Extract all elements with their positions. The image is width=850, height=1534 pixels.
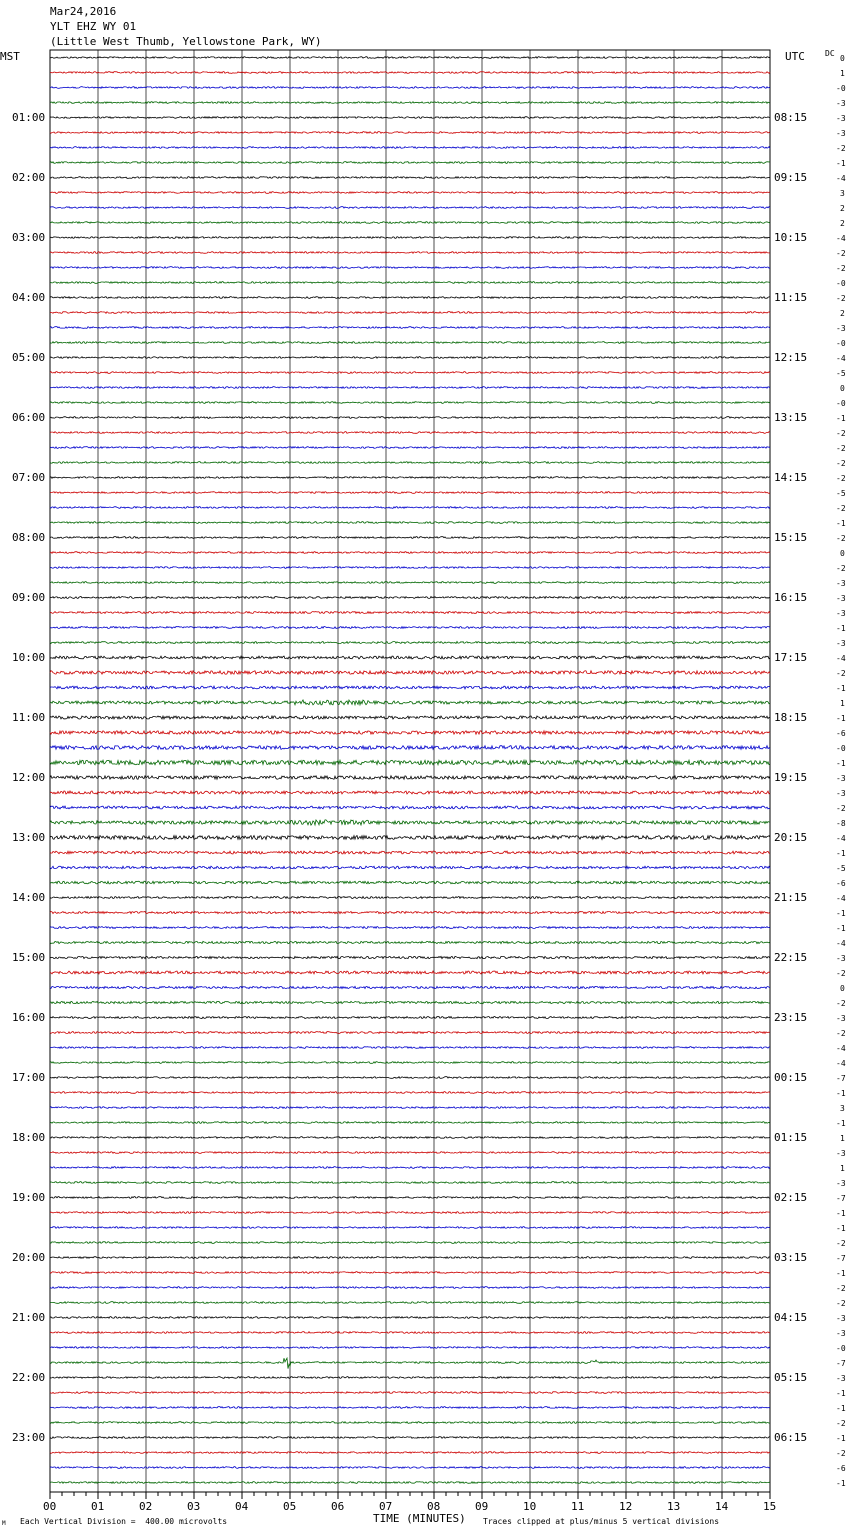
right-hour-label: 22:15 — [774, 950, 808, 964]
dc-offset-label: -1 — [836, 1433, 846, 1443]
x-tick-label: 15 — [763, 1500, 777, 1513]
dc-offset-label: -1 — [836, 623, 846, 633]
x-tick-label: 07 — [379, 1500, 393, 1513]
trace-row — [50, 1107, 770, 1109]
trace-row — [50, 836, 770, 840]
left-hour-label: 01:00 — [12, 110, 46, 124]
dc-offset-label: -1 — [836, 1088, 846, 1098]
dc-offset-label: -2 — [836, 473, 846, 483]
dc-offset-label: -4 — [836, 833, 846, 843]
trace-row — [50, 760, 770, 764]
x-tick-label: 14 — [715, 1500, 729, 1513]
trace-row — [50, 177, 770, 179]
dc-offset-label: -0 — [836, 83, 846, 93]
dc-offset-label: -4 — [836, 893, 846, 903]
trace-row — [50, 1257, 770, 1259]
trace-row — [50, 1347, 770, 1349]
trace-row — [50, 102, 770, 104]
dc-offset-label: -2 — [836, 428, 846, 438]
scale-note: Each Vertical Division = 400.00 microvolts — [20, 1517, 228, 1526]
left-hour-label: 23:00 — [12, 1430, 46, 1444]
x-tick-label: 00 — [43, 1500, 57, 1513]
dc-offset-label: -3 — [836, 1013, 846, 1023]
trace-row — [50, 1358, 770, 1368]
trace-row — [50, 1437, 770, 1439]
trace-row — [50, 1422, 770, 1424]
right-hour-label: 04:15 — [774, 1310, 808, 1324]
trace-row — [50, 971, 770, 974]
trace-row — [50, 1152, 770, 1154]
trace-row — [50, 417, 770, 419]
trace-row — [50, 402, 770, 404]
dc-offset-label: -2 — [836, 263, 846, 273]
trace-row — [50, 162, 770, 164]
trace-row — [50, 372, 770, 374]
trace-row — [50, 477, 770, 479]
x-tick-label: 13 — [667, 1500, 681, 1513]
dc-offset-label: -5 — [836, 863, 846, 873]
dc-offset-label: -2 — [836, 293, 846, 303]
dc-offset-label: 0 — [840, 983, 845, 993]
dc-offset-label: -5 — [836, 488, 846, 498]
trace-group — [50, 57, 770, 1484]
x-tick-label: 02 — [139, 1500, 153, 1513]
trace-row — [50, 357, 770, 359]
trace-row — [50, 612, 770, 614]
dc-offset-label: -1 — [836, 908, 846, 918]
trace-row — [50, 1092, 770, 1094]
dc-offset-label: -3 — [836, 1328, 846, 1338]
trace-row — [50, 851, 770, 854]
dc-offset-label: -2 — [836, 143, 846, 153]
dc-offset-label: -1 — [836, 1403, 846, 1413]
dc-offset-label: -1 — [836, 1208, 846, 1218]
trace-row — [50, 731, 770, 734]
dc-offset-label: -6 — [836, 878, 846, 888]
header-station: YLT EHZ WY 01 — [50, 20, 137, 33]
trace-row — [50, 671, 770, 674]
dc-offset-label: -7 — [836, 1358, 846, 1368]
dc-offset-label: -0 — [836, 743, 846, 753]
dc-offset-label: -3 — [836, 608, 846, 618]
trace-row — [50, 312, 770, 314]
left-hour-label: 05:00 — [12, 350, 46, 364]
dc-offset-label: -3 — [836, 1373, 846, 1383]
dc-offset-label: -1 — [836, 683, 846, 693]
clip-note: Traces clipped at plus/minus 5 vertical divisions — [483, 1517, 720, 1526]
left-hour-label: 22:00 — [12, 1370, 46, 1384]
dc-offset-label: 2 — [840, 203, 845, 213]
left-hour-label: 03:00 — [12, 230, 46, 244]
left-hour-label: 10:00 — [12, 650, 46, 664]
right-hour-label: 09:15 — [774, 170, 808, 184]
dc-offset-label: -1 — [836, 518, 846, 528]
dc-offset-label: -3 — [836, 128, 846, 138]
dc-offset-label: -1 — [836, 1118, 846, 1128]
trace-row — [50, 791, 770, 794]
trace-row — [50, 87, 770, 89]
x-tick-label: 08 — [427, 1500, 441, 1513]
dc-offset-label: -6 — [836, 728, 846, 738]
plot-frame — [50, 50, 770, 1492]
trace-row — [50, 147, 770, 149]
dc-offset-label: -1 — [836, 758, 846, 768]
trace-row — [50, 1227, 770, 1229]
trace-row — [50, 1001, 770, 1003]
trace-row — [50, 567, 770, 569]
dc-offset-label: -7 — [836, 1073, 846, 1083]
right-hour-label: 03:15 — [774, 1250, 808, 1264]
trace-row — [50, 866, 770, 869]
trace-row — [50, 72, 770, 74]
trace-row — [50, 552, 770, 554]
x-tick-label: 03 — [187, 1500, 201, 1513]
left-hour-label: 16:00 — [12, 1010, 46, 1024]
left-hour-label: 09:00 — [12, 590, 46, 604]
trace-row — [50, 462, 770, 464]
trace-row — [50, 327, 770, 329]
left-hour-label: 11:00 — [12, 710, 46, 724]
left-hour-label: 07:00 — [12, 470, 46, 484]
dc-offset-label: -1 — [836, 1223, 846, 1233]
x-tick-label: 04 — [235, 1500, 249, 1513]
dc-offset-label: -2 — [836, 998, 846, 1008]
dc-offset-label: -3 — [836, 1178, 846, 1188]
trace-row — [50, 1047, 770, 1049]
dc-offset-label: -4 — [836, 233, 846, 243]
trace-row — [50, 881, 770, 884]
dc-offset-label: -3 — [836, 1148, 846, 1158]
dc-offset-label: -1 — [836, 923, 846, 933]
dc-offset-label: -5 — [836, 368, 846, 378]
dc-offset-label: -0 — [836, 398, 846, 408]
right-hour-label: 05:15 — [774, 1370, 808, 1384]
trace-row — [50, 1137, 770, 1139]
trace-row — [50, 700, 770, 705]
dc-offset-label: 1 — [840, 698, 845, 708]
trace-row — [50, 582, 770, 584]
trace-row — [50, 927, 770, 929]
trace-row — [50, 820, 770, 825]
left-hour-label: 06:00 — [12, 410, 46, 424]
right-hour-label: 13:15 — [774, 410, 808, 424]
right-hour-label: 06:15 — [774, 1430, 808, 1444]
trace-row — [50, 1332, 770, 1334]
dc-offset-label: -2 — [836, 503, 846, 513]
trace-row — [50, 1482, 770, 1484]
dc-offset-label: 0 — [840, 383, 845, 393]
dc-offset-label: -2 — [836, 443, 846, 453]
dc-offset-label: -6 — [836, 1463, 846, 1473]
trace-row — [50, 1287, 770, 1289]
trace-row — [50, 956, 770, 958]
right-hour-label: 20:15 — [774, 830, 808, 844]
left-hour-label: 08:00 — [12, 530, 46, 544]
trace-row — [50, 1317, 770, 1319]
trace-row — [50, 1467, 770, 1469]
trace-row — [50, 986, 770, 988]
x-tick-label: 01 — [91, 1500, 105, 1513]
trace-row — [50, 297, 770, 299]
dc-offset-label: -2 — [836, 803, 846, 813]
dc-offset-label: -3 — [836, 578, 846, 588]
trace-row — [50, 1407, 770, 1409]
dc-offset-label: -2 — [836, 563, 846, 573]
trace-row — [50, 806, 770, 809]
left-hour-label: 15:00 — [12, 950, 46, 964]
right-hour-label: 01:15 — [774, 1130, 808, 1144]
trace-row — [50, 117, 770, 119]
dc-offset-label: -1 — [836, 1268, 846, 1278]
trace-row — [50, 597, 770, 599]
trace-row — [50, 1032, 770, 1034]
trace-row — [50, 267, 770, 269]
trace-row — [50, 522, 770, 524]
dc-offset-label: -4 — [836, 173, 846, 183]
right-hour-label: 02:15 — [774, 1190, 808, 1204]
dc-offset-label: 3 — [840, 188, 845, 198]
x-tick-label: 11 — [571, 1500, 585, 1513]
trace-row — [50, 492, 770, 494]
trace-row — [50, 656, 770, 659]
trace-row — [50, 132, 770, 134]
trace-row — [50, 447, 770, 449]
trace-row — [50, 911, 770, 913]
right-hour-label: 15:15 — [774, 530, 808, 544]
dc-offset-label: -2 — [836, 1448, 846, 1458]
trace-row — [50, 192, 770, 194]
left-hour-label: 12:00 — [12, 770, 46, 784]
left-hour-label: 14:00 — [12, 890, 46, 904]
dc-offset-label: -1 — [836, 1478, 846, 1488]
dc-offset-label: 2 — [840, 218, 845, 228]
right-hour-label: 17:15 — [774, 650, 808, 664]
left-hour-label: 17:00 — [12, 1070, 46, 1084]
right-hour-label: 23:15 — [774, 1010, 808, 1024]
right-hour-label: 19:15 — [774, 770, 808, 784]
trace-row — [50, 387, 770, 389]
trace-row — [50, 1392, 770, 1394]
trace-row — [50, 897, 770, 899]
left-hour-label: 19:00 — [12, 1190, 46, 1204]
dc-offset-label: 0 — [840, 548, 845, 558]
dc-offset-label: -3 — [836, 593, 846, 603]
dc-offset-label: -3 — [836, 113, 846, 123]
trace-row — [50, 252, 770, 254]
trace-row — [50, 1122, 770, 1124]
trace-row — [50, 237, 770, 239]
trace-row — [50, 207, 770, 209]
right-hour-label: 18:15 — [774, 710, 808, 724]
dc-offset-label: 0 — [840, 53, 845, 63]
right-hour-label: 10:15 — [774, 230, 808, 244]
dc-offset-label: -0 — [836, 278, 846, 288]
dc-label: DC — [825, 49, 835, 58]
dc-offset-label: -0 — [836, 1343, 846, 1353]
trace-row — [50, 1452, 770, 1454]
left-hour-label: 20:00 — [12, 1250, 46, 1264]
right-hour-label: 14:15 — [774, 470, 808, 484]
dc-offset-label: 1 — [840, 68, 845, 78]
header-location: (Little West Thumb, Yellowstone Park, WY) — [50, 35, 322, 48]
dc-offset-label: -1 — [836, 158, 846, 168]
dc-offset-label: -1 — [836, 413, 846, 423]
dc-offset-label: -3 — [836, 323, 846, 333]
x-tick-label: 06 — [331, 1500, 345, 1513]
dc-offset-label: -2 — [836, 1418, 846, 1428]
dc-offset-label: -3 — [836, 788, 846, 798]
dc-offset-label: -4 — [836, 353, 846, 363]
dc-offset-label: -2 — [836, 458, 846, 468]
dc-offset-label: 1 — [840, 1163, 845, 1173]
right-hour-label: 12:15 — [774, 350, 808, 364]
dc-offset-label: -4 — [836, 1043, 846, 1053]
trace-row — [50, 1272, 770, 1274]
right-hour-label: 16:15 — [774, 590, 808, 604]
left-hour-label: 02:00 — [12, 170, 46, 184]
x-tick-label: 12 — [619, 1500, 633, 1513]
corner-mark: M — [2, 1520, 6, 1527]
x-tick-label: 09 — [475, 1500, 489, 1513]
trace-row — [50, 941, 770, 943]
dc-offset-label: -8 — [836, 818, 846, 828]
trace-row — [50, 222, 770, 224]
dc-offset-label: -3 — [836, 638, 846, 648]
trace-row — [50, 642, 770, 644]
trace-row — [50, 716, 770, 719]
trace-row — [50, 507, 770, 509]
trace-row — [50, 342, 770, 344]
dc-offset-label: -3 — [836, 773, 846, 783]
dc-offset-label: -2 — [836, 533, 846, 543]
x-tick-label: 10 — [523, 1500, 537, 1513]
x-axis-ticks — [50, 1492, 770, 1499]
dc-offset-label: -7 — [836, 1253, 846, 1263]
x-axis-title: TIME (MINUTES) — [373, 1512, 466, 1525]
dc-offset-label: 3 — [840, 1103, 845, 1113]
dc-offset-label: -2 — [836, 968, 846, 978]
trace-row — [50, 282, 770, 284]
trace-row — [50, 1302, 770, 1304]
dc-offset-label: -7 — [836, 1193, 846, 1203]
trace-row — [50, 1062, 770, 1064]
dc-offset-label: 2 — [840, 308, 845, 318]
trace-row — [50, 1212, 770, 1214]
trace-row — [50, 1017, 770, 1019]
dc-offset-label: -1 — [836, 1388, 846, 1398]
trace-row — [50, 776, 770, 779]
trace-row — [50, 1182, 770, 1184]
dc-offset-label: -3 — [836, 1313, 846, 1323]
left-hour-label: 04:00 — [12, 290, 46, 304]
trace-row — [50, 432, 770, 434]
dc-offset-label: -3 — [836, 98, 846, 108]
trace-row — [50, 627, 770, 629]
trace-row — [50, 1167, 770, 1169]
dc-offset-label: -3 — [836, 953, 846, 963]
dc-offset-label: -1 — [836, 713, 846, 723]
trace-row — [50, 686, 770, 689]
right-hour-label: 00:15 — [774, 1070, 808, 1084]
x-tick-label: 05 — [283, 1500, 297, 1513]
right-hour-label: 11:15 — [774, 290, 808, 304]
dc-offset-label: -4 — [836, 1058, 846, 1068]
left-hour-label: 13:00 — [12, 830, 46, 844]
header-date: Mar24,2016 — [50, 5, 117, 18]
dc-offset-label: -2 — [836, 1298, 846, 1308]
dc-offset-label: -4 — [836, 938, 846, 948]
trace-row — [50, 1197, 770, 1199]
trace-row — [50, 1077, 770, 1079]
trace-row — [50, 57, 770, 59]
dc-offset-label: -0 — [836, 338, 846, 348]
right-hour-label: 08:15 — [774, 110, 808, 124]
right-timezone-label: UTC — [785, 50, 805, 63]
trace-row — [50, 537, 770, 539]
left-timezone-label: MST — [0, 50, 20, 63]
right-hour-label: 21:15 — [774, 890, 808, 904]
left-hour-label: 21:00 — [12, 1310, 46, 1324]
left-hour-label: 18:00 — [12, 1130, 46, 1144]
trace-row — [50, 1377, 770, 1379]
trace-row — [50, 746, 770, 750]
dc-offset-label: -2 — [836, 1238, 846, 1248]
dc-offset-label: -2 — [836, 1028, 846, 1038]
dc-offset-label: -2 — [836, 1283, 846, 1293]
dc-offset-label: -2 — [836, 248, 846, 258]
dc-offset-label: -2 — [836, 668, 846, 678]
trace-row — [50, 1242, 770, 1244]
plot-grid — [50, 50, 770, 1492]
dc-offset-label: -1 — [836, 848, 846, 858]
dc-offset-label: 1 — [840, 1133, 845, 1143]
dc-offset-label: -4 — [836, 653, 846, 663]
